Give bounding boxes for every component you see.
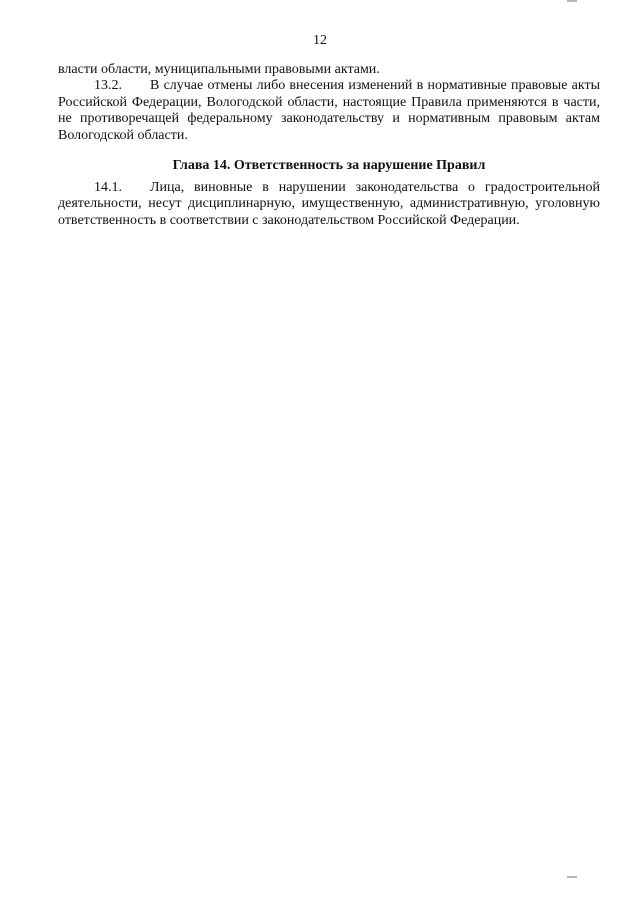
document-body — [58, 62, 600, 229]
paragraph-text: В случае отмены либо внесения изменений в нормативные правовые акты Российской Федерации, Вологодской области, настоящие Правила применяются в части, не противоречащей федеральному законодательству и нормативным правовым актам Вологодской области. — [58, 78, 600, 143]
paragraph-14-1 — [58, 180, 600, 229]
scan-artifact-top — [567, 0, 577, 2]
paragraph-text: власти области, муниципальными правовыми актами. — [58, 62, 380, 77]
paragraph-text: Лица, виновные в нарушении законодательства о градостроительной деятельности, несут дисциплинарную, имущественную, административную, уголовную ответственность в соответствии с законодательством Российской Федерации. — [58, 180, 600, 228]
scan-artifact-bottom — [567, 876, 577, 878]
chapter-title: Глава 14. Ответственность за нарушение Правил — [172, 158, 486, 174]
page-number: 12 — [313, 33, 327, 48]
paragraph-number: 14.1. — [94, 180, 122, 196]
paragraph-number: 13.2. — [94, 78, 122, 94]
paragraph-13-2 — [58, 78, 600, 144]
paragraph-continuation — [58, 62, 600, 78]
